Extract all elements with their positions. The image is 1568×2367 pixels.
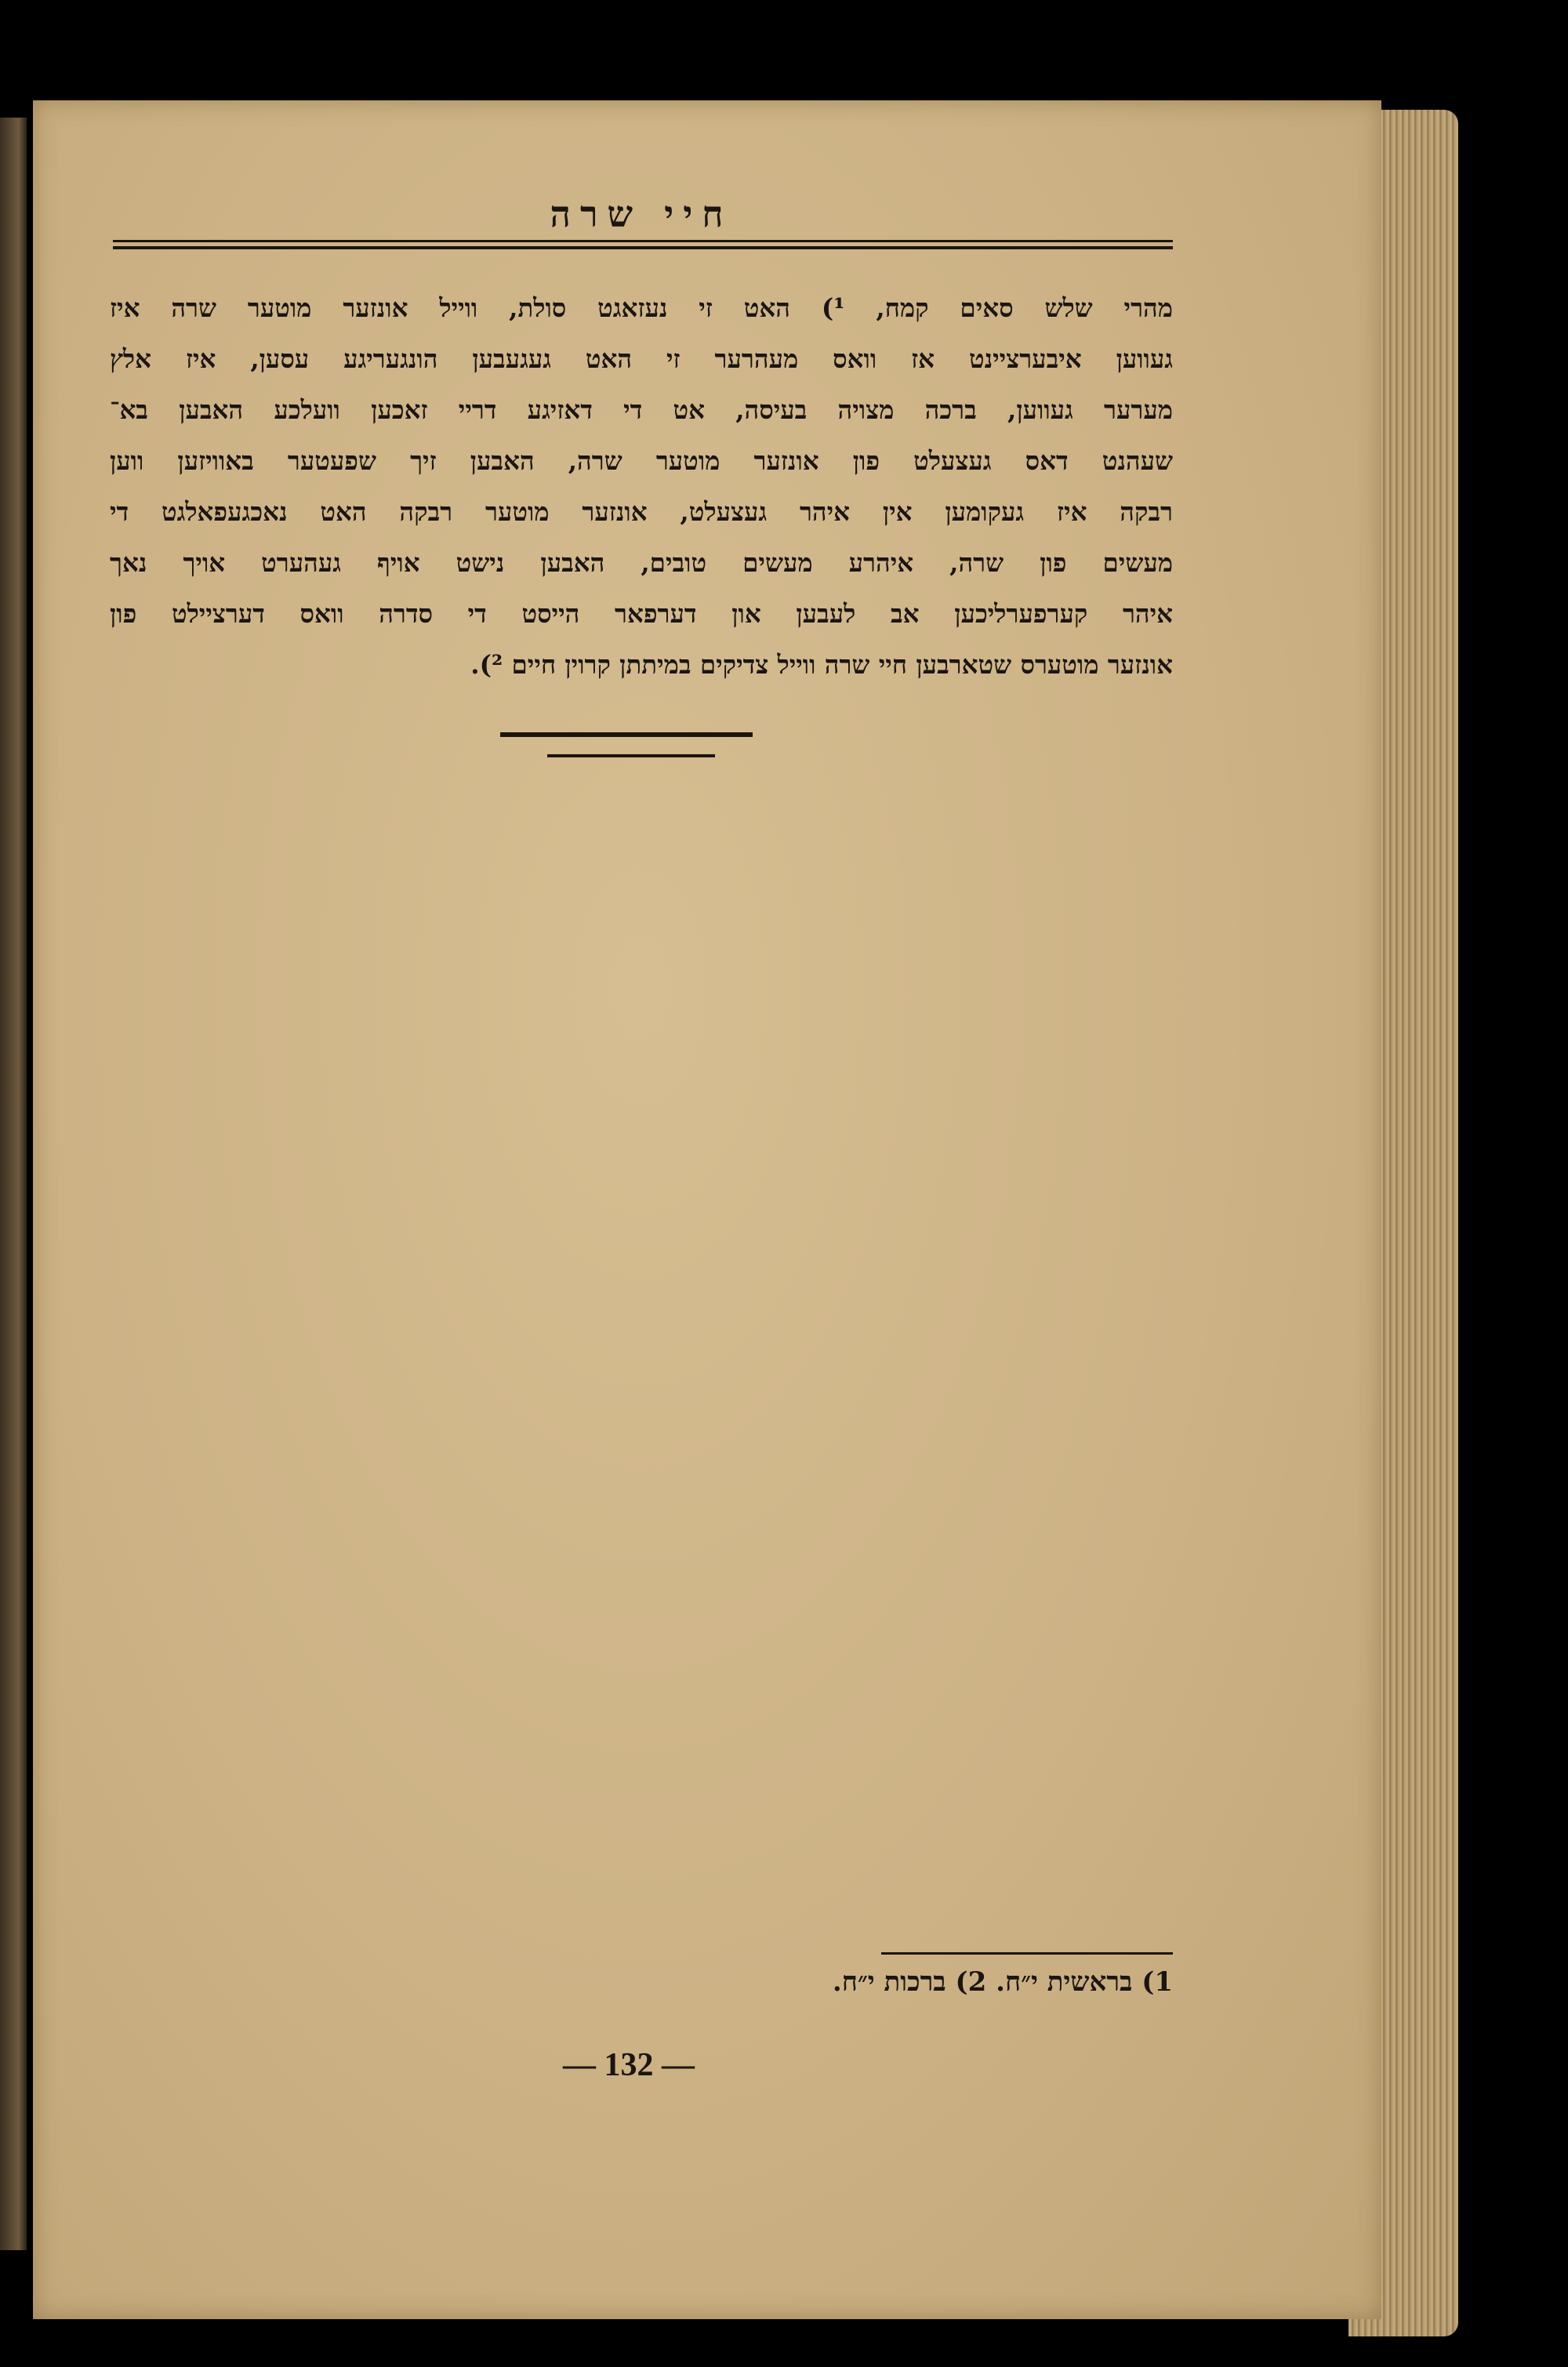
- footnotes: 1) בראשית י״ח. 2) ברכות י״ח.: [832, 1966, 1173, 1998]
- body-line: מערער געווען, ברכה מצויה בעיסה, אט די דאזיגע דריי זאכען וועלכע האבען בא־: [110, 394, 1173, 425]
- body-line: מהרי שלש סאים קמח, ¹) האט זי נעזאגט סולת, ווייל אונזער מוטער שרה איז: [110, 292, 1173, 323]
- section-end-rule-short: [547, 754, 715, 757]
- body-line: רבקה איז געקומען אין איהר געצעלט, אונזער מוטער רבקה האט נאכגעפאלגט די: [110, 496, 1173, 527]
- header-rule-thin: [113, 240, 1173, 242]
- footnote-rule: [881, 1952, 1173, 1955]
- page-number: — 132 —: [563, 2047, 695, 2083]
- facing-page-edge: [0, 118, 27, 2250]
- header-rule-thick: [113, 246, 1173, 249]
- book-page: [33, 100, 1381, 2319]
- body-line: שעהנט דאס געצעלט פון אונזער מוטער שרה, האבען זיך שפעטער באוויזען ווען: [110, 445, 1173, 476]
- section-end-rule-long: [500, 732, 753, 737]
- body-line: מעשים פון שרה, איהרע מעשים טובים, האבען נישט אויף געהערט אויך נאך: [110, 547, 1173, 578]
- running-head: חיי שרה: [550, 193, 733, 235]
- body-line: אונזער מוטערס שטארבען חיי שרה ווייל צדיקים במיתתן קרוין חיים ²).: [470, 649, 1173, 680]
- body-text: [110, 282, 1173, 690]
- body-line: געווען איבערציינט אז וואס מעהרער זי האט געגעבען הונגעריגע עסען, איז אלץ: [110, 343, 1173, 374]
- body-line: איהר קערפערליכען אב לעבען און דערפאר הייסט די סדרה וואס דערציילט פון: [110, 598, 1173, 629]
